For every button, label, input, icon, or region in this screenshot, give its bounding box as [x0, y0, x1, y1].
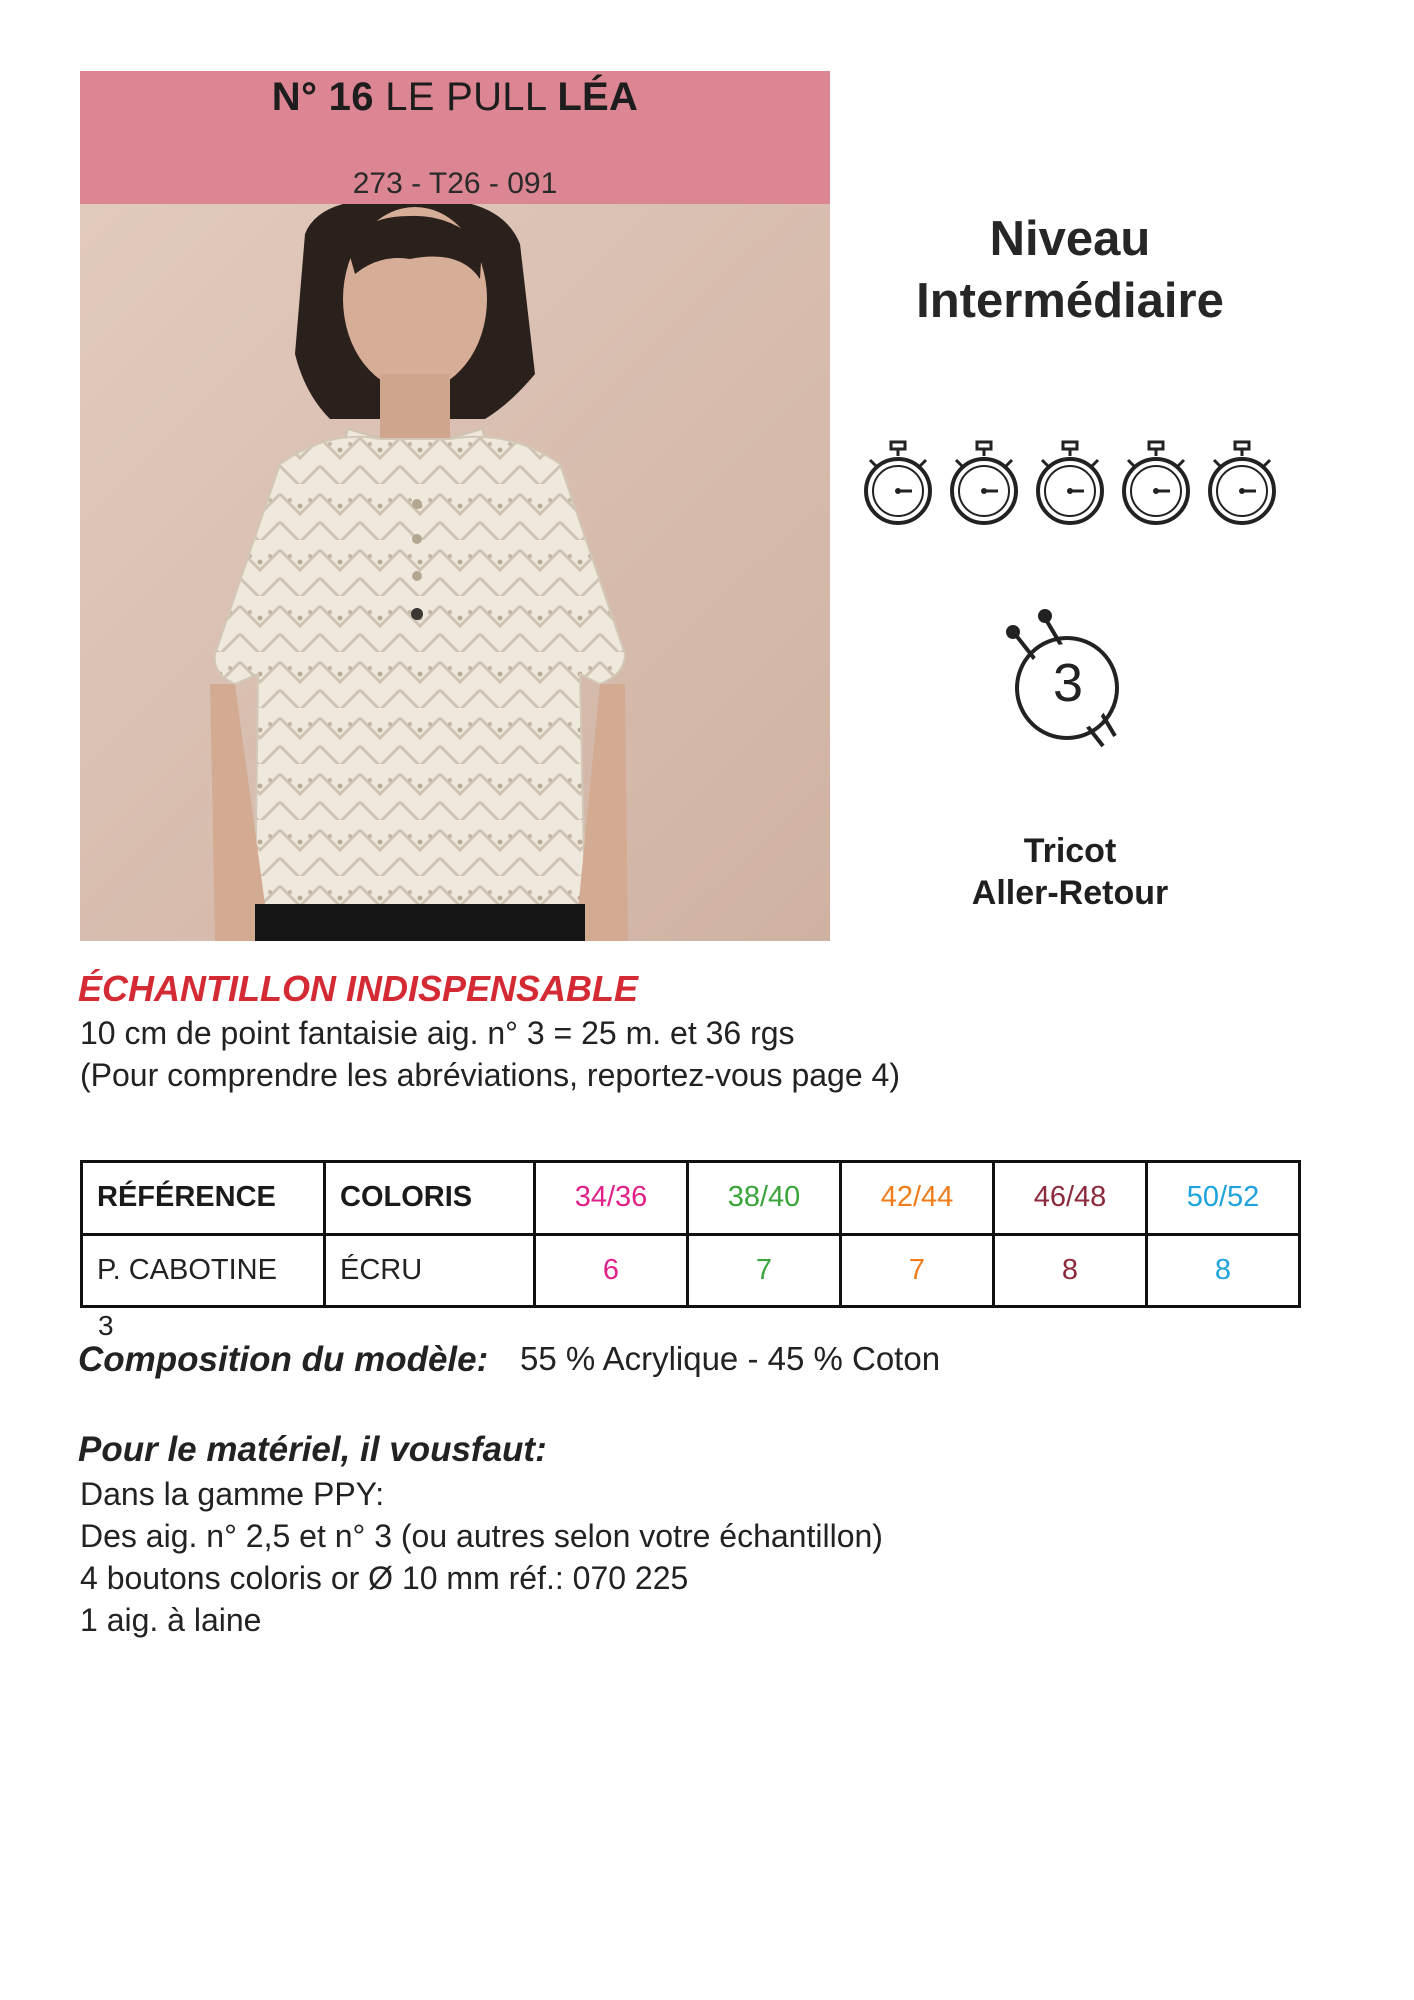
header-size-50-52: 50/52: [1147, 1162, 1300, 1235]
level-label: Niveau: [989, 212, 1151, 266]
material-title: Pour le matériel, il vousfaut:: [78, 1430, 547, 1469]
cell-qty-46-48: 8: [994, 1234, 1147, 1307]
cell-qty-34-36: 6: [535, 1234, 688, 1307]
gauge-line-2: (Pour comprendre les abréviations, reportez-vous page 4): [80, 1057, 900, 1093]
cell-qty-50-52: 8: [1147, 1234, 1300, 1307]
header-colour: COLORIS: [325, 1162, 535, 1235]
gauge-line-1: 10 cm de point fantaisie aig. n° 3 = 25 m. et 36 rgs: [80, 1015, 795, 1051]
header-reference: RÉFÉRENCE: [82, 1162, 325, 1235]
header-size-42-44: 42/44: [841, 1162, 994, 1235]
material-item: 1 aig. à laine: [80, 1602, 262, 1638]
stopwatch-icon: [1206, 440, 1278, 526]
header-size-46-48: 46/48: [994, 1162, 1147, 1235]
title-number-prefix: N°: [271, 75, 318, 119]
difficulty-level: [860, 208, 1280, 332]
technique-line-2: Aller-Retour: [971, 874, 1169, 912]
stray-number: 3: [98, 1310, 114, 1341]
level-value: Intermédiaire: [916, 274, 1224, 328]
header-size-38-40: 38/40: [688, 1162, 841, 1235]
stopwatch-icon: [862, 440, 934, 526]
difficulty-stopwatches: [860, 440, 1280, 530]
stopwatch-icon: [948, 440, 1020, 526]
composition-value: 55 % Acrylique - 45 % Coton: [520, 1340, 941, 1377]
title-number: 16: [328, 75, 374, 119]
pattern-title: [80, 75, 830, 120]
cell-qty-42-44: 7: [841, 1234, 994, 1307]
material-item: Des aig. n° 2,5 et n° 3 (ou autres selon votre échantillon): [80, 1518, 883, 1554]
stopwatch-icon: [1034, 440, 1106, 526]
table-header-row: [82, 1162, 1300, 1235]
cell-reference: P. CABOTINE: [82, 1234, 325, 1307]
model-photo-illustration: [80, 204, 830, 941]
pattern-header: [80, 71, 830, 204]
technique-line-1: Tricot: [1023, 832, 1117, 870]
table-row: [82, 1234, 1300, 1307]
title-bold: LÉA: [557, 75, 639, 119]
needle-size-number: 3: [1052, 653, 1084, 713]
pattern-reference-code: 273 - T26 - 091: [352, 167, 558, 200]
gauge-title: ÉCHANTILLON INDISPENSABLE: [78, 968, 639, 1009]
yarn-quantity-table: [80, 1160, 1301, 1308]
cell-colour: ÉCRU: [325, 1234, 535, 1307]
model-photo: [80, 204, 830, 941]
knitting-technique: [860, 830, 1280, 914]
material-item: Dans la gamme PPY:: [80, 1476, 385, 1512]
material-item: 4 boutons coloris or Ø 10 mm réf.: 070 225: [80, 1560, 689, 1596]
stopwatch-icon: [1120, 440, 1192, 526]
header-size-34-36: 34/36: [535, 1162, 688, 1235]
composition-label: Composition du modèle:: [78, 1340, 489, 1379]
cell-qty-38-40: 7: [688, 1234, 841, 1307]
title-regular: LE PULL: [385, 75, 546, 119]
